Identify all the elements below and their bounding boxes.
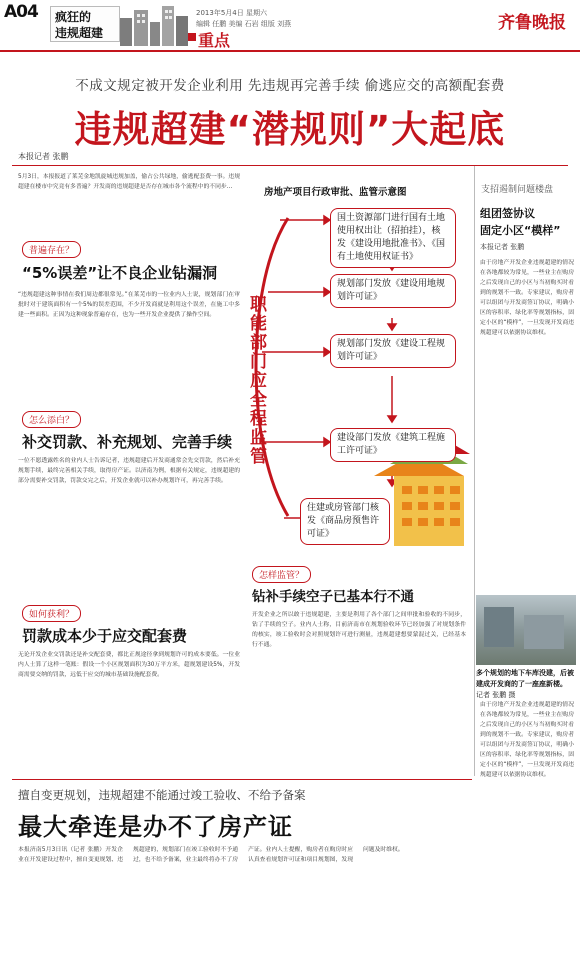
newspaper-masthead: 齐鲁晚报 [498,13,566,33]
page-number: A04 [4,2,38,22]
photo-caption [476,668,576,701]
diagram-side-label: 职能部门应全程监管 [250,295,267,467]
editor-credits: 编辑 任鹏 美编 石岩 组版 刘燕 [196,20,292,28]
sidebar-title: 组团签协议 [480,207,535,220]
photo-caption-text: 多个规划的地下车库没建，后被建成开发商的了一座座新楼。 [476,669,574,688]
bottom-kicker: 擅自变更规划，违规超建不能通过竣工验收、不给予备案 [18,788,306,802]
section-marker [188,33,196,41]
bottom-article-body: 本报济南5月3日讯（记者 张鹏）开发企业在开发建设过程中，擅自变更规划、违规超建的，规划部门在竣工验收时不予通过，也不给予备案，业主最终将办不了房产证。业内人士提醒，购房者在购房时应认真查看规划许可证和项目规划图，发现问题及时维权。 [18,847,404,863]
diagram-step-2: 规划部门发放《建设用地规划许可证》 [330,274,456,308]
subheading: 补交罚款、补充规划、完善手续 [22,433,233,451]
building-shape [524,615,564,649]
publish-date: 2013年5月4日 星期六 [196,9,267,17]
subheading: “5%误差”让不良企业钻漏洞 [22,264,218,282]
building-shape [484,607,514,647]
sidebar-subtitle: 固定小区“模样” [480,224,561,237]
sidebar-body: 由于房地产开发企业违规超建的情况在各地都较为常见，一些业主在购房之后发现自己的小区与当初购买时看到的规划不一致。专家建议，购房者可以组团与开发商签订协议，明确小区的容积率、绿化率等规划指标，固定小区的“模样”，一旦发现开发商违规超建可以依据协议维权。 [480,260,574,336]
sidebar-body-continued: 由于房地产开发企业违规超建的情况在各地都较为常见，一些业主在购房之后发现自己的小区与当初购买时看到的规划不一致。专家建议，购房者可以组团与开发商签订协议，明确小区的容积率、绿化率等规划指标，固定小区的“模样”，一旦发现开发商违规超建可以依据协议维权。 [480,702,574,778]
diagram-step-3: 规划部门发放《建设工程规划许可证》 [330,334,456,368]
photo-credit: 记者 张鹏 摄 [476,691,516,699]
article-body: 无论开发企业交罚款还是补交配套费，都比正规途径拿到规划许可的成本要低。一位业内人士算了这样一笔账：假设一个小区规划面积为30万平方米，超规划建设5%，开发商需要交纳的罚款，远低于应交的城市基础设施配套费。 [18,652,240,678]
building-skyline-icon [118,4,190,46]
article-body: 开发企业之所以敢于违规超建，主要是利用了各个部门之间审批和验收的不同步，钻了手续的空子。业内人士称，目前济南市在规划验收环节已经加强了对规划条件的核实，竣工验收时会对照规划许可进行测量，违规超建想要蒙混过关，已经基本行不通。 [252,612,466,648]
header-info [196,8,291,30]
article-body: 一位不愿透露姓名的业内人士告诉记者，违规超建后开发商通常会先交罚款，然后补充规划手续，最终完善相关手续，取得房产证。以济南为例，根据有关规定，违规超建的部分需要补交罚款，罚款交完之后，开发企业就可以补办规划许可，再完善手续。 [18,458,240,484]
page-header [0,0,580,52]
article-byline: 本报记者 张鹏 [18,152,69,161]
divider [12,165,568,166]
sidebar-section: 支招遏制问题楼盘 [481,185,554,195]
column-line-1: 疯狂的 [55,10,92,24]
diagram-step-4: 建设部门发放《建筑工程施工许可证》 [330,428,456,462]
subheading: 罚款成本少于应交配套费 [22,627,188,645]
column-badge [50,6,120,42]
section-tag: 如何获利？ [22,605,81,622]
divider [12,779,472,780]
article-kicker: 不成文规定被开发企业利用 先违规再完善手续 偷逃应交的高额配套费 [75,78,505,94]
news-photo [476,595,576,665]
article-body: “违规超建这种事情在我们周边都很常见。”在莱芜市的一位业内人士说，规划部门在审批时对于建筑面积有一个5%的误差范围，不少开发商就是利用这个误差，在施工中多建一些面积。正因为这种现象普遍存在，也为一些开发企业提供了操作空间。 [18,292,240,318]
article-intro: 5月3日，本报报道了莱芜金地凯旋城违规加盖，偷占公共绿地，偷逃配套费一事。违规超建在楼市中究竟有多普遍？开发商的违规超建是否存在城市各个流程中的不同步… [18,174,240,190]
subheading: 钻补手续空子已基本行不通 [252,589,414,605]
diagram-title: 房地产项目行政审批、监管示意图 [264,187,407,198]
article-headline: 违规超建“潜规则”大起底 [74,108,506,151]
section-tag: 怎么添白？ [22,411,81,428]
column-divider [474,166,475,776]
diagram-step-5: 住建或房管部门核发《商品房预售许可证》 [300,498,390,545]
section-label: 重点 [198,31,231,50]
section-tag: 怎样监管？ [252,566,311,583]
sidebar-byline: 本报记者 张鹏 [480,243,525,251]
section-tag: 普遍存在？ [22,241,81,258]
diagram-step-1: 国土资源部门进行国有土地使用权出让（招拍挂），核发《建设用地批准书》、《国有土地使用权证书》 [330,208,456,268]
bottom-headline: 最大牵连是办不了房产证 [18,813,293,841]
column-line-2: 违规超建 [55,26,104,40]
